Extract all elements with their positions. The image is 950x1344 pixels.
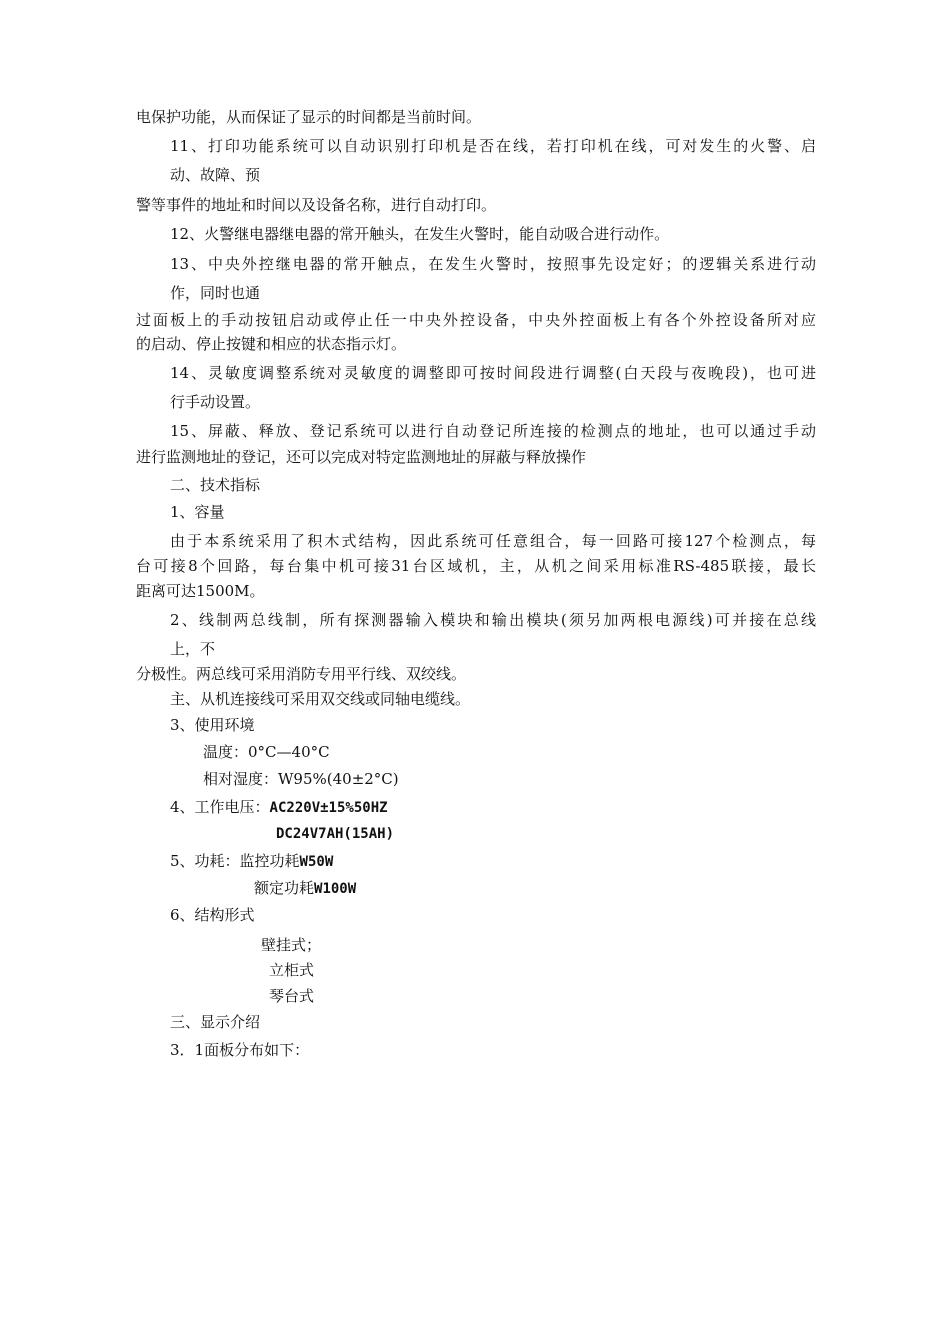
voltage-ac-value: AC220V±15%50HZ bbox=[269, 800, 388, 816]
list-item-13: 13、中央外控继电器的常开触点，在发生火警时，按照事先设定好；的逻辑关系进行动 bbox=[170, 255, 816, 273]
power-monitor-label: 5、功耗：监控功耗 bbox=[170, 852, 300, 870]
text-line: 主、从机连接线可采用双交线或同轴电缆线。 bbox=[170, 690, 471, 708]
structure-option: 琴台式 bbox=[269, 987, 315, 1005]
subsection-heading: 2、线制两总线制，所有探测器输入模块和输出模块(须另加两根电源线)可并接在总线 bbox=[170, 611, 816, 629]
text-line: 警等事件的地址和时间以及设备名称，进行自动打印。 bbox=[136, 196, 497, 214]
subsection-heading bbox=[170, 797, 388, 818]
text-line: 的启动、停止按键和相应的状态指示灯。 bbox=[136, 335, 407, 353]
text-line: 电保护功能，从而保证了显示的时间都是当前时间。 bbox=[136, 108, 482, 126]
voltage-dc-value: DC24V7AH(15AH) bbox=[276, 826, 395, 842]
power-monitor-value: W50W bbox=[299, 854, 334, 870]
subsection-heading: 3、使用环境 bbox=[170, 716, 255, 734]
text-line: 分极性。两总线可采用消防专用平行线、双绞线。 bbox=[136, 665, 467, 683]
list-item-14: 14、灵敏度调整系统对灵敏度的调整即可按时间段进行调整(白天段与夜晚段)，也可进 bbox=[170, 364, 816, 382]
text-line: 过面板上的手动按钮启动或停止任一中央外控设备，中央外控面板上有各个外控设备所对应 bbox=[136, 311, 816, 329]
section-heading: 二、技术指标 bbox=[170, 476, 261, 494]
text-line: 动、故障、预 bbox=[170, 166, 261, 184]
temperature-spec: 温度：0°C—40°C bbox=[203, 743, 330, 761]
section-heading: 三、显示介绍 bbox=[170, 1013, 261, 1031]
subsection-heading bbox=[170, 851, 333, 872]
text-line: 上，不 bbox=[170, 640, 216, 658]
text-line: 台可接8个回路，每台集中机可接31台区域机，主，从机之间采用标准RS-485联接，最长 bbox=[136, 557, 816, 575]
text-line: 距离可达1500M。 bbox=[136, 582, 265, 600]
list-item-11: 11、打印功能系统可以自动识别打印机是否在线，若打印机在线，可对发生的火警、启 bbox=[170, 137, 816, 155]
text-line: 作，同时也通 bbox=[170, 284, 261, 302]
subsection-heading: 3．1面板分布如下： bbox=[170, 1041, 310, 1059]
structure-option: 立柜式 bbox=[269, 961, 315, 979]
text-line: 行手动设置。 bbox=[170, 393, 261, 411]
text-line: 由于本系统采用了积木式结构，因此系统可任意组合，每一回路可接127个检测点，每 bbox=[170, 532, 816, 550]
power-rated-line bbox=[254, 878, 356, 899]
power-rated-label: 额定功耗 bbox=[254, 879, 315, 897]
list-item-15: 15、屏蔽、释放、登记系统可以进行自动登记所连接的检测点的地址，也可以通过手动 bbox=[170, 422, 816, 440]
power-rated-value: W100W bbox=[314, 881, 357, 897]
humidity-spec: 相对湿度：W95%(40±2°C) bbox=[203, 770, 399, 788]
structure-option: 壁挂式； bbox=[261, 936, 322, 954]
list-item-12: 12、火警继电器继电器的常开触头，在发生火警时，能自动吸合进行动作。 bbox=[170, 225, 670, 243]
voltage-label: 4、工作电压： bbox=[170, 798, 270, 816]
subsection-heading: 1、容量 bbox=[170, 503, 225, 521]
subsection-heading: 6、结构形式 bbox=[170, 906, 255, 924]
text-line: 进行监测地址的登记，还可以完成对特定监测地址的屏蔽与释放操作 bbox=[136, 448, 587, 466]
